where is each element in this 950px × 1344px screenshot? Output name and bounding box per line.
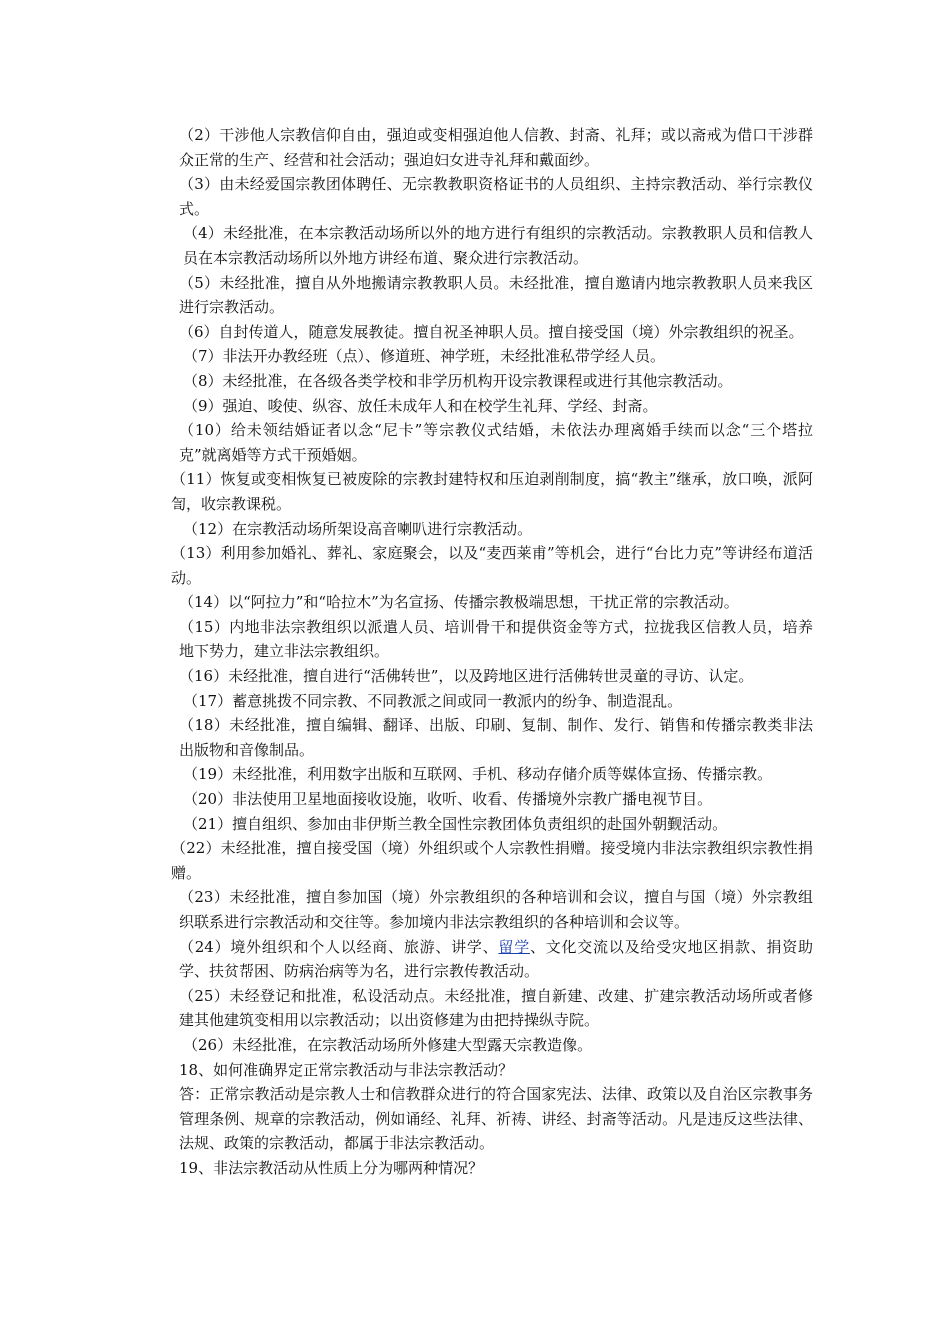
item-9: （9）强迫、唆使、纵容、放任未成年人和在校学生礼拜、学经、封斋。: [183, 396, 658, 415]
item-13: （13）利用参加婚礼、葬礼、家庭聚会，以及“麦西莱甫”等机会，进行“台比力克”等讲经布道活动。: [171, 544, 813, 587]
document-body: [143, 123, 813, 1181]
item-4: （4）未经批准，在本宗教活动场所以外的地方进行有组织的宗教活动。宗教教职人员和信教人员在本宗教活动场所以外地方讲经布道、聚众进行宗教活动。: [183, 224, 813, 267]
item-5: （5）未经批准，擅自从外地搬请宗教教职人员。未经批准，擅自邀请内地宗教教职人员来我区进行宗教活动。: [179, 273, 813, 317]
item-15: （15）内地非法宗教组织以派遣人员、培训骨干和提供资金等方式，拉拢我区信教人员，培养地下势力，建立非法宗教组织。: [179, 617, 813, 661]
question-18: 18、如何准确界定正常宗教活动与非法宗教活动？: [179, 1060, 514, 1079]
item-12: （12）在宗教活动场所架设高音喇叭进行宗教活动。: [183, 519, 533, 538]
item-26: （26）未经批准，在宗教活动场所外修建大型露天宗教造像。: [183, 1035, 593, 1054]
question-19: 19、非法宗教活动从性质上分为哪两种情况？: [179, 1158, 484, 1177]
item-16: （16）未经批准，擅自进行“活佛转世”，以及跨地区进行活佛转世灵童的寻访、认定。: [179, 667, 754, 686]
item-24: [143, 935, 813, 984]
item-18: （18）未经批准，擅自编辑、翻译、出版、印刷、复制、制作、发行、销售和传播宗教类非法出版物和音像制品。: [179, 716, 813, 759]
item-24-text-end: 、文化交流以及给受灾地区捐款、捐资助学、扶贫帮困、防病治病等为名，进行宗教传教活动。: [179, 937, 813, 981]
item-8: （8）未经批准，在各级各类学校和非学历机构开设宗教课程或进行其他宗教活动。: [183, 371, 733, 390]
item-10: （10）给未领结婚证者以念“尼卡”等宗教仪式结婚，未依法办理离婚手续而以念“三个塔拉克”就离婚等方式干预婚姻。: [179, 421, 813, 464]
item-24-text-start: （24）境外组织和个人以经商、旅游、讲学、: [179, 937, 499, 956]
item-7: （7）非法开办教经班（点）、修道班、神学班，未经批准私带学经人员。: [183, 347, 666, 366]
item-2: （2）干涉他人宗教信仰自由，强迫或变相强迫他人信教、封斋、礼拜；或以斋戒为借口干涉群众正常的生产、经营和社会活动；强迫妇女进寺礼拜和戴面纱。: [179, 126, 813, 169]
item-22: （22）未经批准，擅自接受国（境）外组织或个人宗教性捐赠。接受境内非法宗教组织宗教性捐赠。: [171, 839, 813, 882]
item-25: （25）未经登记和批准，私设活动点。未经批准，擅自新建、改建、扩建宗教活动场所或者修建其他建筑变相用以宗教活动；以出资修建为由把持操纵寺院。: [179, 986, 813, 1030]
item-17: （17）蓄意挑拨不同宗教、不同教派之间或同一教派内的纷争、制造混乱。: [183, 691, 683, 710]
item-20: （20）非法使用卫星地面接收设施，收听、收看、传播境外宗教广播电视节目。: [183, 790, 713, 809]
item-11: （11）恢复或变相恢复已被废除的宗教封建特权和压迫剥削制度，搞“教主”继承，放口唤，派阿訇，收宗教课税。: [171, 470, 813, 513]
item-19: （19）未经批准，利用数字出版和互联网、手机、移动存储介质等媒体宣扬、传播宗教。: [183, 765, 773, 784]
answer-18: 答：正常宗教活动是宗教人士和信教群众进行的符合国家宪法、法律、政策以及自治区宗教事务管理条例、规章的宗教活动，例如诵经、礼拜、祈祷、讲经、封斋等活动。凡是违反这些法律、法规、政策的宗教活动，都属于非法宗教活动。: [179, 1085, 813, 1153]
item-21: （21）擅自组织、参加由非伊斯兰教全国性宗教团体负责组织的赴国外朝觐活动。: [183, 814, 728, 833]
item-14: （14）以“阿拉力”和“哈拉木”为名宣扬、传播宗教极端思想，干扰正常的宗教活动。: [179, 593, 739, 612]
item-6: （6）自封传道人，随意发展教徒。擅自祝圣神职人员。擅自接受国（境）外宗教组织的祝圣。: [179, 322, 804, 341]
study-abroad-link[interactable]: 留学: [498, 937, 530, 956]
item-23: （23）未经批准，擅自参加国（境）外宗教组织的各种培训和会议，擅自与国（境）外宗教组织联系进行宗教活动和交往等。参加境内非法宗教组织的各种培训和会议等。: [179, 888, 813, 931]
item-3: （3）由未经爱国宗教团体聘任、无宗教教职资格证书的人员组织、主持宗教活动、举行宗教仪式。: [179, 175, 813, 218]
